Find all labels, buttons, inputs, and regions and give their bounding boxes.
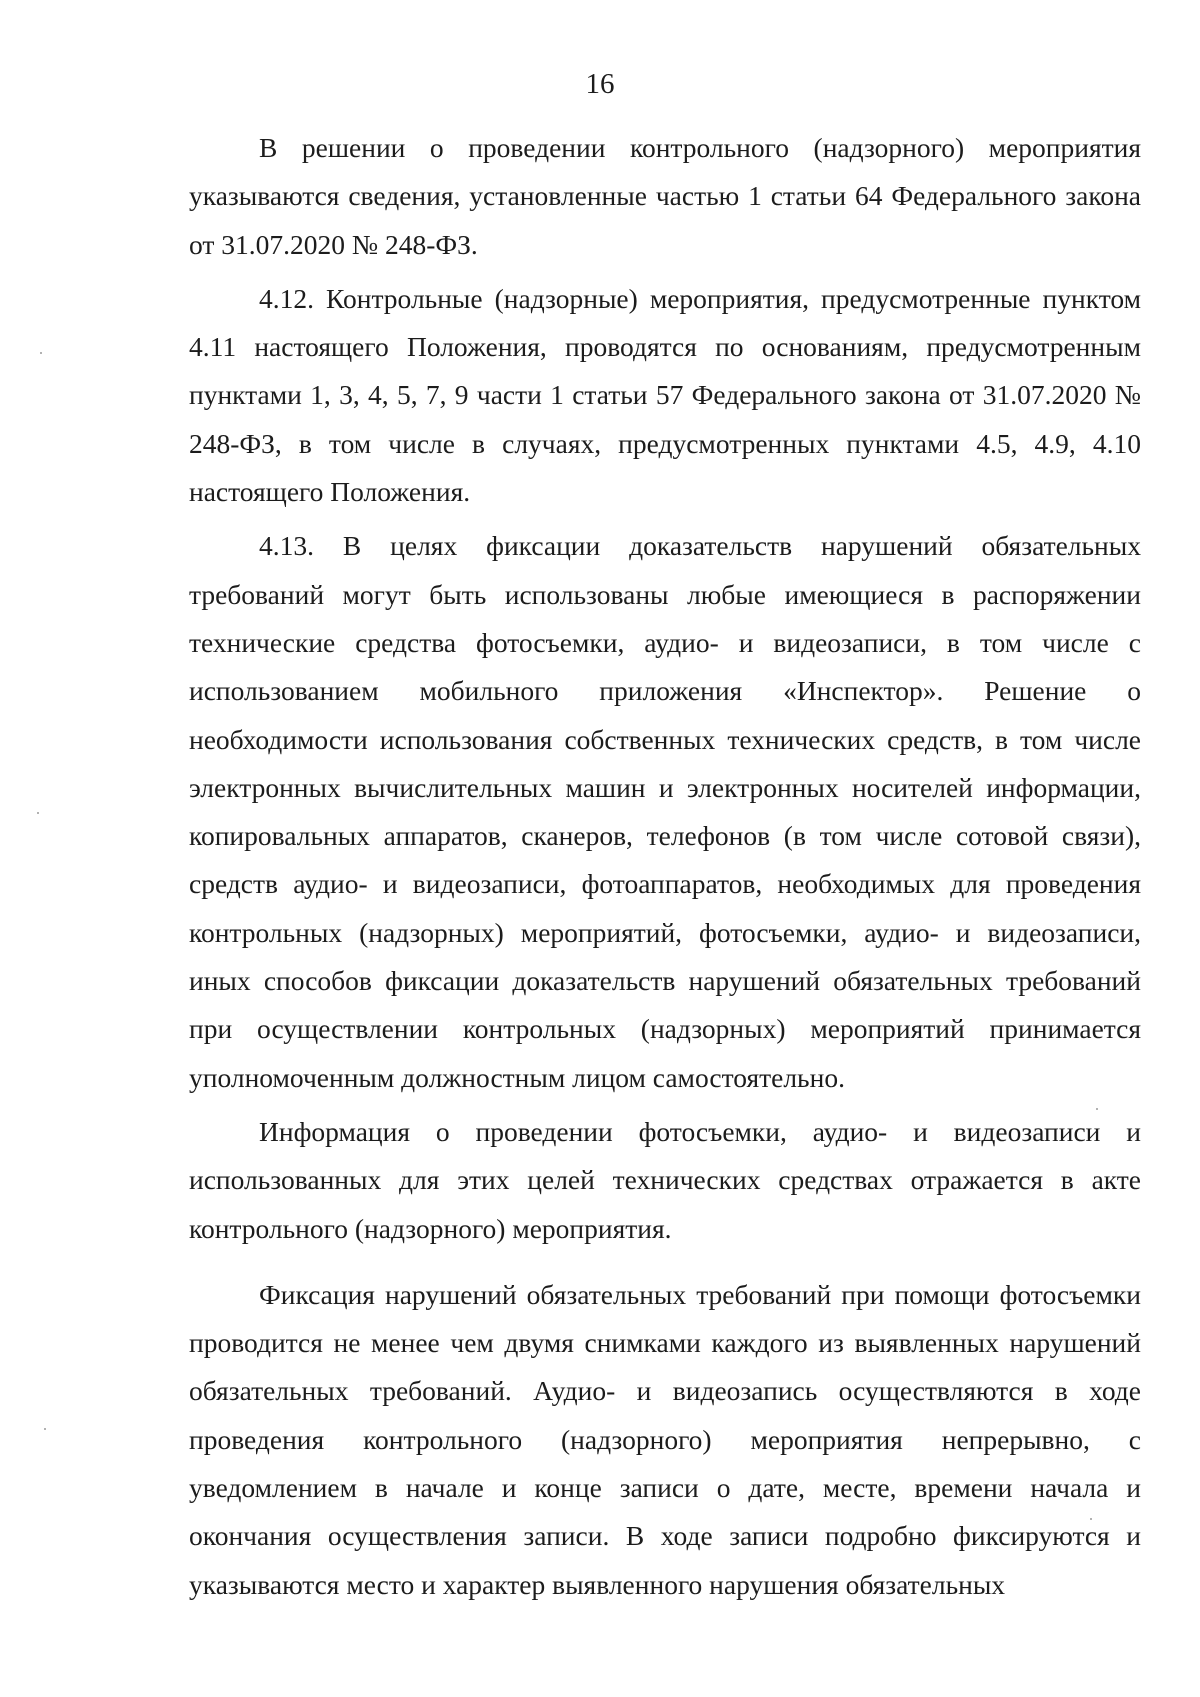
scan-speck [1096,1108,1098,1110]
scan-speck [37,812,39,814]
page-number: 16 [585,68,615,100]
paragraph-decision-info: В решении о проведении контрольного (надзорного) мероприятия указываются сведения, установленные частью 1 статьи 64 Федерального закона от 31.07.2020 № 248-ФЗ. [189,132,1141,260]
scan-speck [40,352,42,354]
scan-speck [44,1428,46,1430]
scan-speck [1090,1518,1092,1520]
paragraph-recording-info: Информация о проведении фотосъемки, аудио- и видеозаписи и использованных для этих целей технических средствах отражается в акте контрольного (надзорного) мероприятия. [189,1115,1141,1244]
paragraph-photo-fixation: Фиксация нарушений обязательных требований при помощи фотосъемки проводится не менее чем двумя снимками каждого из выявленных нарушений обязательных требований. Аудио- и видеозапись осуществляются в ходе проведения контрольного (надзорного) мероприятия непрерывно, с уведомлением в начале и конце записи о дате, месте, времени начала и окончания осуществления записи. В ходе записи подробно фиксируются и указываются место и характер выявленного нарушения обязательных [189,1278,1141,1600]
paragraph-4-12: 4.12. Контрольные (надзорные) мероприятия, предусмотренные пунктом 4.11 настоящего Положения, проводятся по основаниям, предусмотренным пунктами 1, 3, 4, 5, 7, 9 части 1 статьи 57 Федерального закона от 31.07.2020 № 248-ФЗ, в том числе в случаях, предусмотренных пунктами 4.5, 4.9, 4.10 настоящего Положения. [189,282,1141,508]
paragraph-4-13: 4.13. В целях фиксации доказательств нарушений обязательных требований могут быть использованы любые имеющиеся в распоряжении технические средства фотосъемки, аудио- и видеозаписи, в том числе с использованием мобильного приложения «Инспектор». Решение о необходимости использования собственных технических средств, в том числе электронных вычислительных машин и электронных носителей информации, копировальных аппаратов, сканеров, телефонов (в том числе сотовой связи), средств аудио- и видеозаписи, фотоаппаратов, необходимых для проведения контрольных (надзорных) мероприятий, фотосъемки, аудио- и видеозаписи, иных способов фиксации доказательств нарушений обязательных требований при осуществлении контрольных (надзорных) мероприятий принимается уполномоченным должностным лицом самостоятельно. [189,530,1141,1093]
document-body [189,124,1141,1609]
